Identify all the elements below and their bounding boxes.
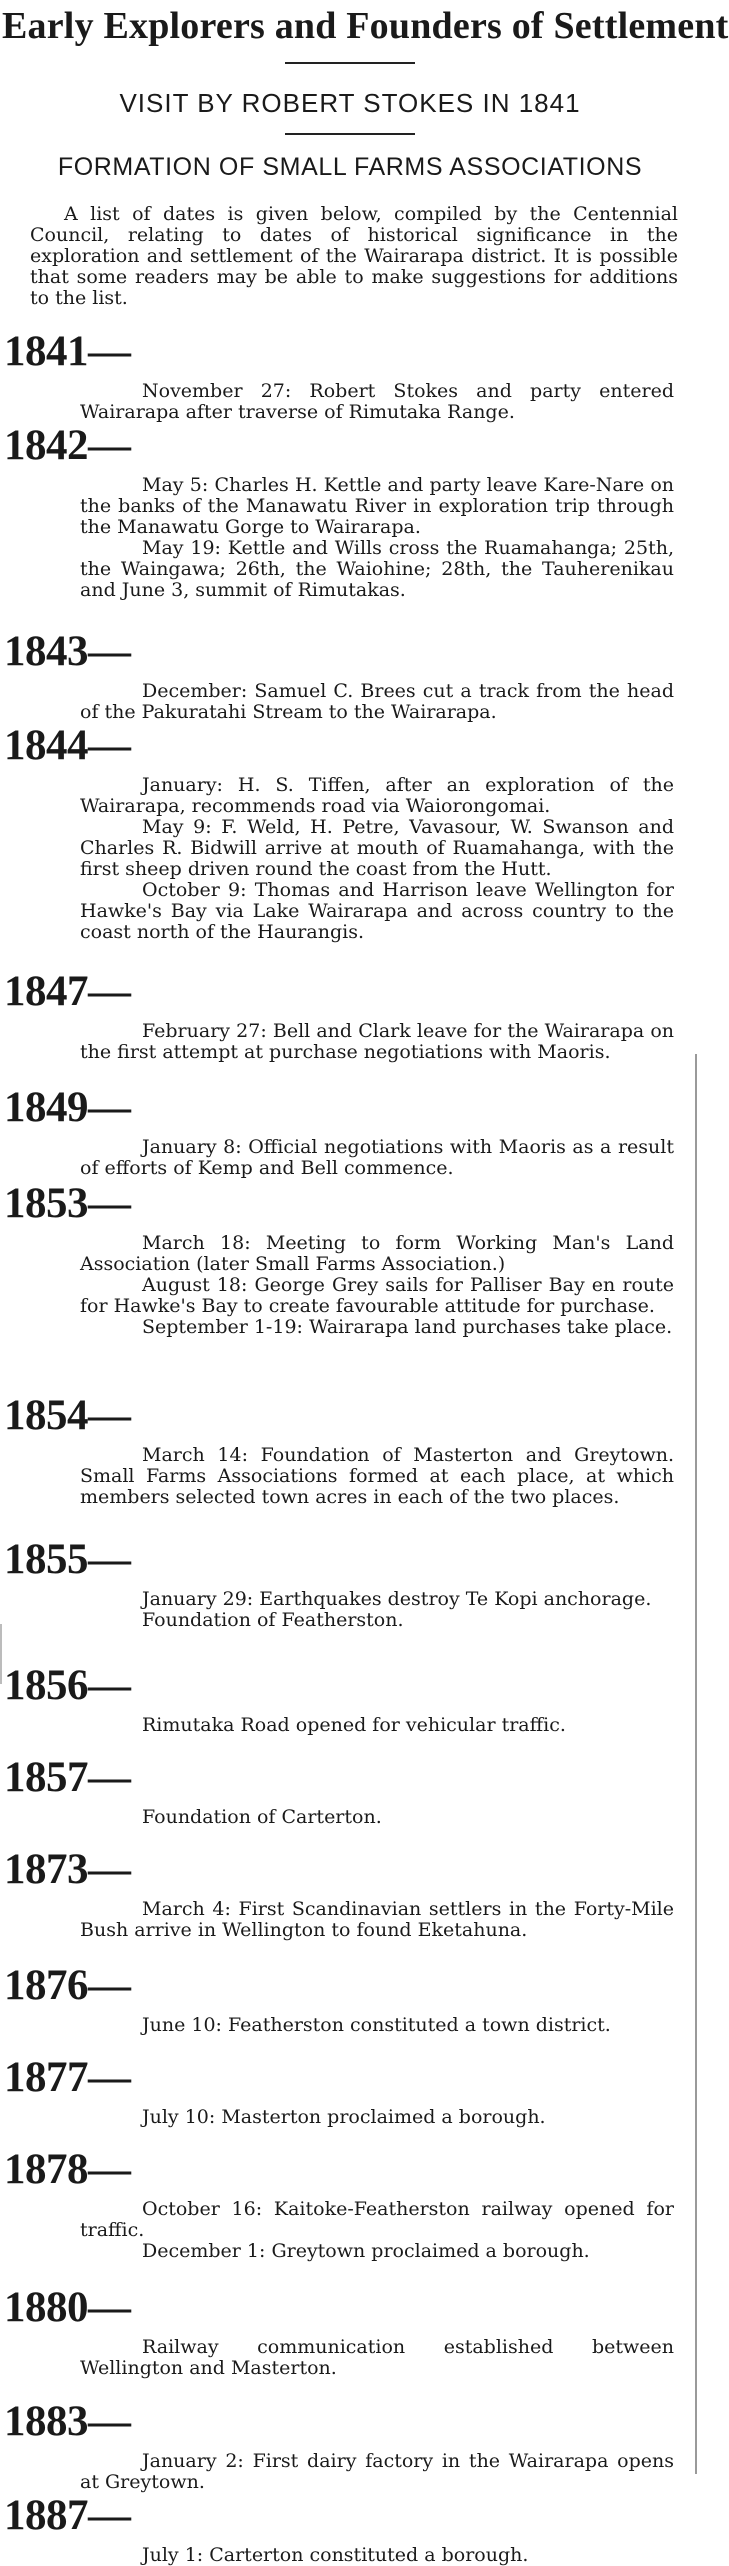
timeline-entry: July 10: Masterton proclaimed a borough.: [142, 2106, 546, 2128]
timeline-entry: November 27: Robert Stokes and party entered Wairarapa after traverse of Rimutaka Range.: [80, 380, 674, 423]
year-heading: 1841—: [4, 328, 131, 375]
year-entries: [80, 2015, 674, 2036]
year-heading: 1880—: [4, 2284, 131, 2331]
year-entries: [80, 381, 674, 423]
year-heading: 1842—: [4, 422, 131, 469]
timeline-entry: May 5: Charles H. Kettle and party leave Kare-Nare on the banks of the Manawatu River in exploration trip through the Manawatu Gorge to Wairarapa.: [80, 474, 674, 538]
timeline-entry: February 27: Bell and Clark leave for the Wairarapa on the first attempt at purchase negotiations with Maoris.: [80, 1020, 674, 1063]
year-heading: 1844—: [4, 722, 131, 769]
year-entries: [80, 1899, 674, 1941]
timeline-entry: July 1: Carterton constituted a borough.: [142, 2544, 529, 2566]
year-entries: [80, 2337, 674, 2379]
year-entries: [80, 2545, 674, 2566]
divider-rule: [285, 62, 415, 64]
column-rule: [0, 1624, 2, 1684]
timeline-entry: May 9: F. Weld, H. Petre, Vavasour, W. Swanson and Charles R. Bidwill arrive at mouth of Ruamahanga, with the first sheep driven round the coast from the Hutt.: [80, 816, 674, 880]
year-entries: [80, 475, 674, 601]
year-entries: [80, 2451, 674, 2493]
timeline-entry: June 10: Featherston constituted a town district.: [142, 2014, 611, 2036]
headline: Early Explorers and Founders of Settlement: [2, 5, 729, 47]
timeline-entry: December 1: Greytown proclaimed a borough.: [142, 2240, 590, 2262]
year-entries: [80, 1589, 674, 1631]
year-heading: 1877—: [4, 2054, 131, 2101]
year-heading: 1873—: [4, 1846, 131, 1893]
timeline-entry: March 14: Foundation of Masterton and Greytown. Small Farms Associations formed at each place, at which members selected town acres in each of the two places.: [80, 1444, 674, 1508]
timeline-entry: May 19: Kettle and Wills cross the Ruamahanga; 25th, the Waingawa; 26th, the Waiohine; 28th, the Tauherenikau and June 3, summit of Rimutakas.: [80, 537, 674, 601]
timeline-entry: October 9: Thomas and Harrison leave Wellington for Hawke's Bay via Lake Wairarapa and across country to the coast north of the Haurangis.: [80, 879, 674, 943]
year-entries: [80, 1233, 674, 1338]
year-heading: 1883—: [4, 2398, 131, 2445]
timeline-entry: December: Samuel C. Brees cut a track from the head of the Pakuratahi Stream to the Wairarapa.: [80, 680, 674, 723]
timeline-entry: Rimutaka Road opened for vehicular traffic.: [142, 1714, 566, 1736]
year-entries: [80, 1021, 674, 1063]
year-heading: 1855—: [4, 1536, 131, 1583]
year-heading: 1847—: [4, 968, 131, 1015]
year-heading: 1849—: [4, 1084, 131, 1131]
subheading-formation: FORMATION OF SMALL FARMS ASSOCIATIONS: [57, 153, 643, 181]
timeline-entry: March 18: Meeting to form Working Man's Land Association (later Small Farms Association.): [80, 1232, 674, 1275]
divider-rule: [285, 133, 415, 135]
year-heading: 1857—: [4, 1754, 131, 1801]
year-entries: [80, 775, 674, 943]
timeline-entry: January 8: Official negotiations with Maoris as a result of efforts of Kemp and Bell commence.: [80, 1136, 674, 1179]
year-heading: 1887—: [4, 2492, 131, 2539]
newspaper-clipping: [0, 4, 729, 2566]
timeline-entry: January: H. S. Tiffen, after an exploration of the Wairarapa, recommends road via Waiorongomai.: [80, 774, 674, 817]
year-entries: [80, 1137, 674, 1179]
year-entries: [80, 1807, 674, 1828]
year-entries: [80, 681, 674, 723]
timeline-entry: Foundation of Featherston.: [142, 1609, 404, 1631]
year-entries: [80, 2107, 674, 2128]
year-heading: 1878—: [4, 2146, 131, 2193]
year-heading: 1854—: [4, 1392, 131, 1439]
timeline-entry: January 2: First dairy factory in the Wairarapa opens at Greytown.: [80, 2450, 674, 2493]
timeline-entry: Foundation of Carterton.: [142, 1806, 382, 1828]
year-entries: [80, 1715, 674, 1736]
timeline-entry: January 29: Earthquakes destroy Te Kopi anchorage.: [142, 1588, 652, 1610]
year-heading: 1843—: [4, 628, 131, 675]
year-heading: 1853—: [4, 1180, 131, 1227]
column-rule: [695, 1054, 697, 2474]
year-entries: [80, 2199, 674, 2262]
timeline-entry: September 1-19: Wairarapa land purchases take place.: [142, 1316, 673, 1338]
timeline-entry: October 16: Kaitoke-Featherston railway opened for traffic.: [80, 2198, 674, 2241]
intro-paragraph: A list of dates is given below, compiled by the Centennial Council, relating to dates of historical significance in the exploration and settlement of the Wairarapa district. It is possible that some readers may be able to make suggestions for additions to the list.: [30, 203, 678, 309]
subheading-visit: VISIT BY ROBERT STOKES IN 1841: [119, 88, 581, 118]
year-heading: 1876—: [4, 1962, 131, 2009]
timeline-entry: August 18: George Grey sails for Palliser Bay en route for Hawke's Bay to create favourable attitude for purchase.: [80, 1274, 674, 1317]
year-heading: 1856—: [4, 1662, 131, 1709]
year-entries: [80, 1445, 674, 1508]
timeline-entry: March 4: First Scandinavian settlers in the Forty-Mile Bush arrive in Wellington to found Eketahuna.: [80, 1898, 674, 1941]
timeline-entry: Railway communication established between Wellington and Masterton.: [80, 2336, 674, 2379]
